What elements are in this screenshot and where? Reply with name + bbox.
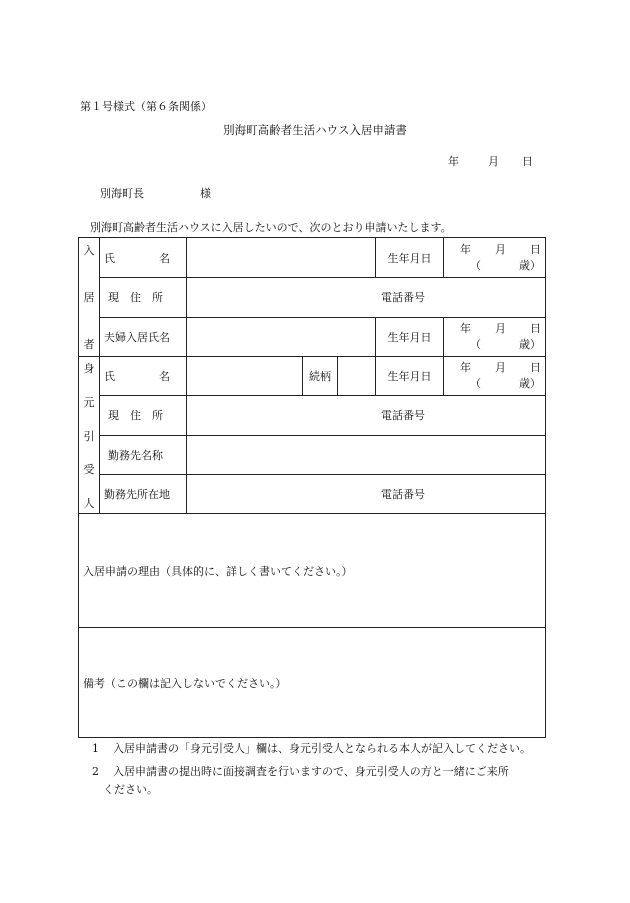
resident-name-label: 氏 名 — [100, 238, 187, 278]
addressee — [100, 185, 211, 201]
spouse-birthdate-label: 生年月日 — [376, 317, 444, 356]
bd-year-unit: 年 — [460, 321, 471, 335]
application-date — [448, 153, 533, 169]
bd-paren: （ — [470, 377, 481, 391]
resident-section-header — [79, 238, 100, 357]
guarantor-address-label: 現 住 所 — [100, 396, 187, 435]
bd-paren: （ — [470, 258, 481, 272]
note-text: 入居申請書の提出時に面接調査を行いますので、身元引受人の方と一緒にご来所 — [113, 765, 509, 778]
bd-day-unit: 日 — [530, 242, 541, 256]
intro-text: 別海町高齢者生活ハウスに入居したいので、次のとおり申請いたします。 — [90, 221, 452, 234]
section-char: 引 — [83, 429, 95, 443]
addressee-name: 別海町長 — [100, 187, 144, 200]
note-number: 1 — [92, 742, 99, 755]
note-number: 2 — [92, 765, 99, 778]
guarantor-name-field[interactable] — [187, 357, 303, 396]
note-2-continuation: ください。 — [103, 783, 158, 796]
form-number-label: 第１号様式（第６条関係） — [80, 100, 212, 113]
addressee-honorific: 様 — [200, 187, 211, 200]
workplace-name-field[interactable] — [187, 435, 546, 474]
guarantor-section-header — [79, 357, 100, 514]
guarantor-relation-field[interactable] — [338, 357, 376, 396]
note-text: 入居申請書の「身元引受人」欄は、身元引受人となられる本人が記入してください。 — [113, 742, 531, 755]
bd-age-unit: 歳） — [519, 337, 541, 351]
date-day-unit: 日 — [522, 155, 533, 168]
guarantor-relation-label: 続柄 — [303, 357, 338, 396]
bd-month-unit: 月 — [495, 321, 506, 335]
application-form-table — [78, 237, 546, 738]
bd-day-unit: 日 — [530, 321, 541, 335]
workplace-phone-label: 電話番号 — [381, 487, 425, 501]
resident-name-field[interactable] — [187, 238, 376, 278]
section-char: 元 — [83, 395, 95, 409]
section-char: 者 — [83, 338, 95, 351]
bd-age-unit: 歳） — [519, 258, 541, 272]
workplace-name-label: 勤務先名称 — [100, 435, 187, 474]
resident-address-label: 現 住 所 — [100, 278, 187, 317]
date-year-unit: 年 — [448, 155, 459, 168]
spouse-birthdate-field[interactable] — [444, 317, 546, 356]
workplace-address-field[interactable] — [187, 474, 546, 513]
note-1 — [92, 740, 531, 756]
section-char: 身 — [83, 362, 95, 375]
bd-month-unit: 月 — [495, 361, 506, 375]
section-char: 人 — [83, 497, 95, 510]
guarantor-birthdate-field[interactable] — [444, 357, 546, 396]
remarks-label: 備考（この欄は記入しないでください。） — [83, 676, 287, 690]
resident-address-field[interactable] — [187, 278, 546, 317]
remarks-field — [79, 628, 546, 738]
date-month-unit: 月 — [488, 155, 499, 168]
bd-year-unit: 年 — [460, 361, 471, 375]
page-title: 別海町高齢者生活ハウス入居申請書 — [223, 123, 407, 137]
bd-day-unit: 日 — [530, 361, 541, 375]
guarantor-address-field[interactable] — [187, 396, 546, 435]
guarantor-name-label: 氏 名 — [100, 357, 187, 396]
guarantor-phone-label: 電話番号 — [381, 409, 425, 423]
spouse-name-label: 夫婦入居氏名 — [100, 317, 187, 356]
section-char: 入 — [83, 244, 95, 257]
workplace-address-label: 勤務先所在地 — [100, 474, 187, 513]
reason-label: 入居申請の理由（具体的に、詳しく書いてください。） — [83, 564, 353, 578]
bd-month-unit: 月 — [495, 242, 506, 256]
reason-field[interactable] — [79, 514, 546, 628]
bd-paren: （ — [470, 337, 481, 351]
resident-phone-label: 電話番号 — [381, 291, 425, 305]
bd-year-unit: 年 — [460, 242, 471, 256]
note-2 — [92, 763, 509, 779]
bd-age-unit: 歳） — [519, 377, 541, 391]
section-char: 受 — [83, 463, 95, 477]
guarantor-birthdate-label: 生年月日 — [376, 357, 444, 396]
section-char: 居 — [83, 291, 95, 304]
spouse-name-field[interactable] — [187, 317, 376, 356]
resident-birthdate-field[interactable] — [444, 238, 546, 278]
resident-birthdate-label: 生年月日 — [376, 238, 444, 278]
